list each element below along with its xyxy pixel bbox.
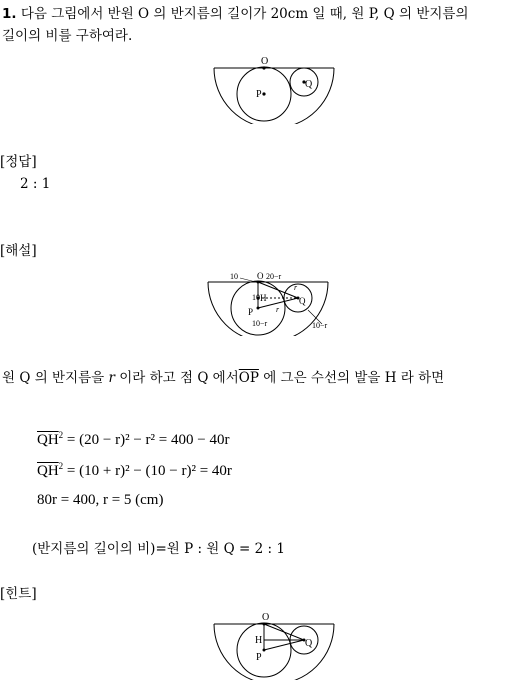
solution-heading: [해설] [0, 243, 37, 259]
label-o: O [262, 612, 270, 623]
label-10-top: 10 [230, 272, 238, 281]
segment-oq [264, 624, 304, 640]
semicircle-o [214, 68, 334, 124]
eq2-rhs: = (10 + r)² − (10 − r)² = 40r [66, 463, 232, 479]
equation-1 [37, 430, 229, 449]
solution-intro [2, 366, 444, 386]
point-p [257, 307, 260, 310]
solution-text-pre: 원 Q 의 반지름을 [2, 370, 109, 386]
hint-heading: [힌트] [0, 586, 37, 602]
eq2-sup: 2 [58, 461, 64, 471]
label-q: Q [299, 296, 306, 306]
label-h: H [255, 635, 263, 646]
eq1-sup: 2 [58, 430, 64, 440]
label-q: Q [305, 638, 313, 649]
label-o: O [261, 56, 269, 67]
solution-text-post: 에 그은 수선의 발을 H 라 하면 [258, 370, 445, 386]
eq1-rhs: = (20 − r)² − r² = 400 − 40r [66, 432, 230, 448]
leader-10 [240, 278, 256, 282]
question-text-1: 다음 그림에서 반원 O 의 반지름의 길이가 20cm 일 때, 원 P, Q 의 반지름의 [20, 6, 469, 22]
equation-3: 80r = 400, r = 5 (cm) [37, 492, 164, 508]
question-line-1 [2, 2, 469, 22]
label-20-minus-r: 20−r [266, 272, 282, 281]
equation-2 [37, 461, 232, 480]
label-p: P [248, 307, 254, 317]
label-r-mid: r [276, 305, 280, 314]
point-p [262, 92, 265, 95]
segment-pq [264, 640, 304, 650]
solution-text-mid: 이라 하고 점 Q 에서 [114, 370, 239, 386]
solution-var-r: r [108, 370, 115, 386]
semicircle-figure [200, 54, 340, 124]
label-r-top: r [294, 283, 298, 292]
label-o: O [257, 271, 264, 281]
question-number: 1. [2, 6, 17, 22]
hint-figure [200, 610, 340, 680]
label-10-minus-r-outer: 10−r [312, 321, 328, 330]
label-10-mid: 10 [252, 293, 260, 302]
eq1-qh: $\overline{QH}$ [37, 432, 59, 448]
eq2-qh: $\overline{QH}$ [37, 463, 59, 479]
label-10-minus-r-inner: 10−r [252, 319, 268, 328]
label-h: H [260, 293, 267, 303]
solution-conclusion: (반지름의 길이의 비)=원 P : 원 Q = 2 : 1 [32, 541, 285, 557]
point-p [263, 649, 266, 652]
segment-op-label: $\overline{OP}$ [238, 370, 259, 386]
answer-heading: [정답] [0, 154, 37, 170]
label-p: P [256, 652, 262, 663]
label-p: P [256, 89, 262, 100]
answer-value: 2 : 1 [20, 176, 51, 192]
label-q: Q [305, 79, 313, 90]
question-text-2: 길이의 비를 구하여라. [2, 28, 133, 44]
solution-figure [200, 268, 340, 336]
